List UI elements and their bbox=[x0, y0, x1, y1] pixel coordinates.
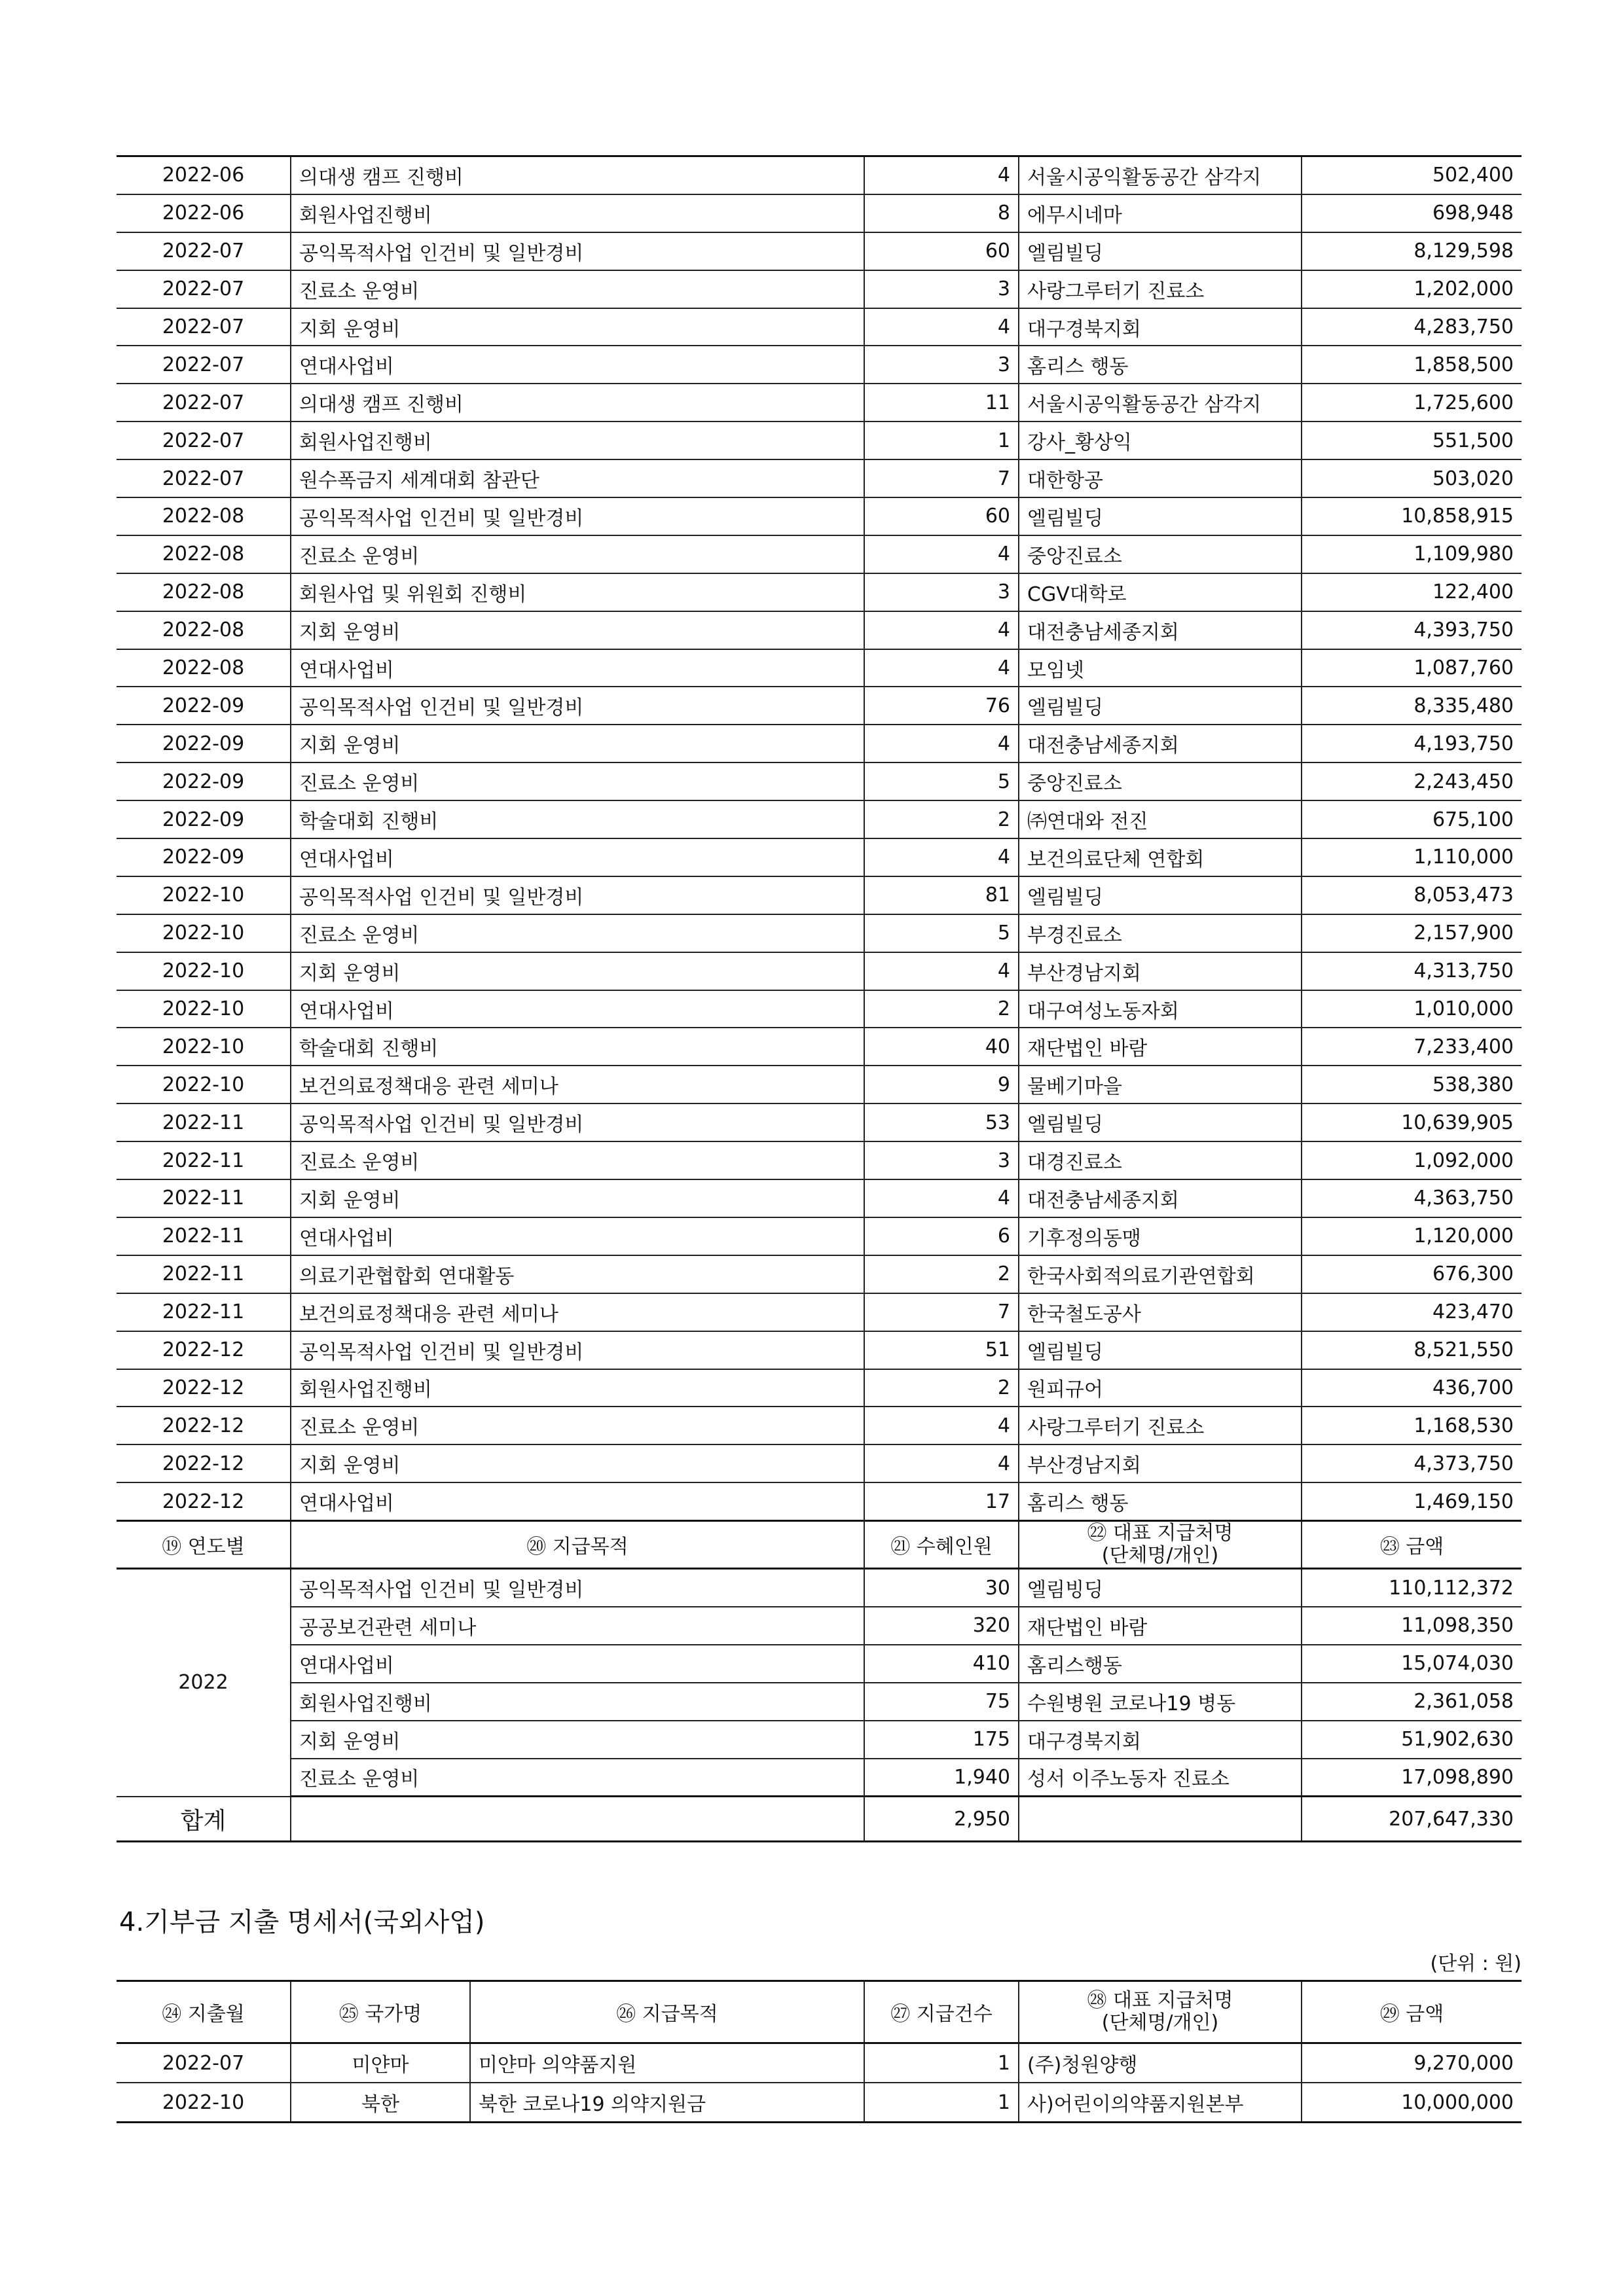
beneficiaries-cell: 4 bbox=[864, 1179, 1019, 1217]
month-cell: 2022-11 bbox=[117, 1103, 291, 1141]
amount-cell: 10,858,915 bbox=[1302, 497, 1522, 535]
purpose-cell: 연대사업비 bbox=[291, 1645, 864, 1683]
payee-cell: 대경진료소 bbox=[1019, 1141, 1302, 1179]
month-cell: 2022-11 bbox=[117, 1179, 291, 1217]
purpose-cell: 공공보건관련 세미나 bbox=[291, 1607, 864, 1645]
month-cell: 2022-12 bbox=[117, 1369, 291, 1407]
purpose-cell: 회원사업진행비 bbox=[291, 1369, 864, 1407]
beneficiaries-cell: 2 bbox=[864, 1369, 1019, 1407]
amount-cell: 538,380 bbox=[1302, 1066, 1522, 1103]
table-row bbox=[117, 459, 1522, 497]
payee-cell: 엘림빌딩 bbox=[1019, 1331, 1302, 1369]
amount-cell: 122,400 bbox=[1302, 573, 1522, 611]
amount-cell: 1,202,000 bbox=[1302, 270, 1522, 308]
month-cell: 2022-07 bbox=[117, 232, 291, 270]
beneficiaries-cell: 1 bbox=[864, 422, 1019, 459]
month-cell: 2022-12 bbox=[117, 1482, 291, 1520]
table-row bbox=[117, 194, 1522, 232]
amount-cell: 1,109,980 bbox=[1302, 535, 1522, 573]
purpose-cell: 연대사업비 bbox=[291, 1482, 864, 1520]
beneficiaries-cell: 3 bbox=[864, 346, 1019, 384]
amount-cell: 8,129,598 bbox=[1302, 232, 1522, 270]
amount-cell: 503,020 bbox=[1302, 459, 1522, 497]
payee-cell: 서울시공익활동공간 삼각지 bbox=[1019, 384, 1302, 422]
count-cell: 1 bbox=[864, 2043, 1019, 2083]
amount-cell: 675,100 bbox=[1302, 800, 1522, 838]
payee-cell: 홈리스 행동 bbox=[1019, 346, 1302, 384]
amount-cell: 4,373,750 bbox=[1302, 1444, 1522, 1482]
purpose-cell: 공익목적사업 인건비 및 일반경비 bbox=[291, 497, 864, 535]
purpose-cell: 원수폭금지 세계대회 참관단 bbox=[291, 459, 864, 497]
month-cell: 2022-07 bbox=[117, 270, 291, 308]
amount-cell: 1,120,000 bbox=[1302, 1217, 1522, 1255]
beneficiaries-cell: 4 bbox=[864, 838, 1019, 876]
beneficiaries-cell: 76 bbox=[864, 687, 1019, 725]
month-cell: 2022-07 bbox=[117, 308, 291, 346]
month-cell: 2022-11 bbox=[117, 1255, 291, 1293]
month-cell: 2022-07 bbox=[117, 2043, 291, 2083]
table-row bbox=[117, 497, 1522, 535]
purpose-cell: 지회 운영비 bbox=[291, 308, 864, 346]
beneficiaries-cell: 9 bbox=[864, 1066, 1019, 1103]
purpose-header: ㉖ 지급목적 bbox=[470, 1981, 864, 2043]
payee-cell: 엘림빙딩 bbox=[1019, 1569, 1302, 1607]
month-cell: 2022-06 bbox=[117, 194, 291, 232]
table-row bbox=[117, 1407, 1522, 1444]
beneficiaries-cell: 51 bbox=[864, 1331, 1019, 1369]
month-cell: 2022-08 bbox=[117, 649, 291, 687]
purpose-cell: 공익목적사업 인건비 및 일반경비 bbox=[291, 876, 864, 914]
summary-rows bbox=[117, 1569, 1522, 1797]
table-row bbox=[117, 573, 1522, 611]
purpose-cell: 진료소 운영비 bbox=[291, 762, 864, 800]
purpose-cell: 보건의료정책대응 관련 세미나 bbox=[291, 1293, 864, 1331]
table-row bbox=[117, 1103, 1522, 1141]
country-cell: 북한 bbox=[291, 2083, 470, 2123]
beneficiaries-cell: 4 bbox=[864, 308, 1019, 346]
month-cell: 2022-09 bbox=[117, 762, 291, 800]
total-label: 합계 bbox=[117, 1797, 291, 1842]
purpose-cell: 진료소 운영비 bbox=[291, 535, 864, 573]
amount-cell: 15,074,030 bbox=[1302, 1645, 1522, 1683]
payee-cell: 모임넷 bbox=[1019, 649, 1302, 687]
table-row bbox=[117, 687, 1522, 725]
beneficiaries-cell: 60 bbox=[864, 232, 1019, 270]
payee-cell: 에무시네마 bbox=[1019, 194, 1302, 232]
detail-rows bbox=[117, 156, 1522, 1521]
payee-cell: 수원병원 코로나19 병동 bbox=[1019, 1683, 1302, 1721]
payee-header-line1: ㉘ 대표 지급처명 bbox=[1087, 1989, 1233, 2012]
amount-cell: 8,053,473 bbox=[1302, 876, 1522, 914]
amount-cell: 1,858,500 bbox=[1302, 346, 1522, 384]
payee-cell: 성서 이주노동자 진료소 bbox=[1019, 1759, 1302, 1797]
payee-cell: 사)어린이의약품지원본부 bbox=[1019, 2083, 1302, 2123]
month-cell: 2022-12 bbox=[117, 1331, 291, 1369]
amount-cell: 9,270,000 bbox=[1302, 2043, 1522, 2083]
beneficiaries-cell: 4 bbox=[864, 535, 1019, 573]
beneficiaries-cell: 4 bbox=[864, 649, 1019, 687]
summary-year: 2022 bbox=[117, 1569, 291, 1797]
amount-cell: 4,313,750 bbox=[1302, 952, 1522, 990]
amount-cell: 676,300 bbox=[1302, 1255, 1522, 1293]
count-cell: 1 bbox=[864, 2083, 1019, 2123]
total-row bbox=[117, 1797, 1522, 1842]
payee-cell: 원피규어 bbox=[1019, 1369, 1302, 1407]
summary-row bbox=[117, 1569, 1522, 1607]
beneficiaries-cell: 6 bbox=[864, 1217, 1019, 1255]
payee-cell: 사랑그루터기 진료소 bbox=[1019, 1407, 1302, 1444]
table-row bbox=[117, 2083, 1522, 2123]
payee-cell: 재단법인 바람 bbox=[1019, 1028, 1302, 1066]
beneficiaries-cell: 4 bbox=[864, 156, 1019, 194]
amount-cell: 4,363,750 bbox=[1302, 1179, 1522, 1217]
amount-cell: 1,110,000 bbox=[1302, 838, 1522, 876]
purpose-cell: 연대사업비 bbox=[291, 1217, 864, 1255]
payee-header-line2: (단체명/개인) bbox=[1101, 2011, 1219, 2034]
beneficiaries-cell: 8 bbox=[864, 194, 1019, 232]
amount-cell: 51,902,630 bbox=[1302, 1721, 1522, 1759]
beneficiaries-cell: 81 bbox=[864, 876, 1019, 914]
amount-cell: 17,098,890 bbox=[1302, 1759, 1522, 1797]
payee-cell: 엘림빌딩 bbox=[1019, 687, 1302, 725]
amount-cell: 10,000,000 bbox=[1302, 2083, 1522, 2123]
year-header: ⑲ 연도별 bbox=[117, 1521, 291, 1569]
purpose-cell: 진료소 운영비 bbox=[291, 1759, 864, 1797]
purpose-cell: 회원사업 및 위원회 진행비 bbox=[291, 573, 864, 611]
beneficiaries-cell: 2 bbox=[864, 1255, 1019, 1293]
overseas-expense-table bbox=[117, 1980, 1522, 2123]
month-cell: 2022-11 bbox=[117, 1217, 291, 1255]
payee-cell: 부산경남지회 bbox=[1019, 952, 1302, 990]
beneficiaries-cell: 30 bbox=[864, 1569, 1019, 1607]
amount-cell: 10,639,905 bbox=[1302, 1103, 1522, 1141]
amount-cell: 436,700 bbox=[1302, 1369, 1522, 1407]
month-header: ㉔ 지출월 bbox=[117, 1981, 291, 2043]
beneficiaries-cell: 4 bbox=[864, 1444, 1019, 1482]
beneficiaries-cell: 4 bbox=[864, 952, 1019, 990]
table-row bbox=[117, 1293, 1522, 1331]
table-row bbox=[117, 384, 1522, 422]
amount-cell: 2,243,450 bbox=[1302, 762, 1522, 800]
purpose-cell: 진료소 운영비 bbox=[291, 1407, 864, 1444]
beneficiaries-cell: 3 bbox=[864, 573, 1019, 611]
month-cell: 2022-08 bbox=[117, 535, 291, 573]
purpose-cell: 의료기관협합회 연대활동 bbox=[291, 1255, 864, 1293]
month-cell: 2022-10 bbox=[117, 876, 291, 914]
purpose-cell: 공익목적사업 인건비 및 일반경비 bbox=[291, 1103, 864, 1141]
payee-cell: 대구경북지회 bbox=[1019, 308, 1302, 346]
amount-cell: 1,168,530 bbox=[1302, 1407, 1522, 1444]
purpose-cell: 지회 운영비 bbox=[291, 952, 864, 990]
purpose-cell: 회원사업진행비 bbox=[291, 422, 864, 459]
month-cell: 2022-08 bbox=[117, 611, 291, 649]
summary-row bbox=[117, 1607, 1522, 1645]
beneficiaries-cell: 320 bbox=[864, 1607, 1019, 1645]
amount-cell: 2,157,900 bbox=[1302, 914, 1522, 952]
table-row bbox=[117, 838, 1522, 876]
purpose-cell: 지회 운영비 bbox=[291, 725, 864, 762]
table-row bbox=[117, 1217, 1522, 1255]
table-row bbox=[117, 876, 1522, 914]
summary-row bbox=[117, 1683, 1522, 1721]
purpose-cell: 진료소 운영비 bbox=[291, 1141, 864, 1179]
payee-cell: 사랑그루터기 진료소 bbox=[1019, 270, 1302, 308]
table-row bbox=[117, 611, 1522, 649]
beneficiaries-cell: 1,940 bbox=[864, 1759, 1019, 1797]
table-row bbox=[117, 535, 1522, 573]
unit-label: (단위 : 원) bbox=[1430, 1952, 1522, 1975]
payee-cell: 중앙진료소 bbox=[1019, 535, 1302, 573]
purpose-cell: 진료소 운영비 bbox=[291, 270, 864, 308]
total-payee-empty bbox=[1019, 1797, 1302, 1842]
purpose-cell: 회원사업진행비 bbox=[291, 1683, 864, 1721]
purpose-cell: 학술대회 진행비 bbox=[291, 1028, 864, 1066]
purpose-cell: 지회 운영비 bbox=[291, 1721, 864, 1759]
payee-cell: 부경진료소 bbox=[1019, 914, 1302, 952]
payee-cell: 재단법인 바람 bbox=[1019, 1607, 1302, 1645]
beneficiaries-cell: 3 bbox=[864, 1141, 1019, 1179]
table-row bbox=[117, 1179, 1522, 1217]
beneficiaries-cell: 11 bbox=[864, 384, 1019, 422]
beneficiaries-cell: 5 bbox=[864, 914, 1019, 952]
beneficiaries-cell: 5 bbox=[864, 762, 1019, 800]
payee-cell: 중앙진료소 bbox=[1019, 762, 1302, 800]
payee-cell: 대구경북지회 bbox=[1019, 1721, 1302, 1759]
payee-cell: 홈리스 행동 bbox=[1019, 1482, 1302, 1520]
payee-header bbox=[1019, 1521, 1302, 1569]
amount-cell: 1,010,000 bbox=[1302, 990, 1522, 1028]
amount-cell: 698,948 bbox=[1302, 194, 1522, 232]
table-row bbox=[117, 270, 1522, 308]
amount-cell: 1,469,150 bbox=[1302, 1482, 1522, 1520]
month-cell: 2022-07 bbox=[117, 459, 291, 497]
beneficiaries-cell: 7 bbox=[864, 1293, 1019, 1331]
payee-cell: 대전충남세종지회 bbox=[1019, 1179, 1302, 1217]
amount-cell: 4,193,750 bbox=[1302, 725, 1522, 762]
purpose-cell: 학술대회 진행비 bbox=[291, 800, 864, 838]
month-cell: 2022-11 bbox=[117, 1293, 291, 1331]
table-row bbox=[117, 1141, 1522, 1179]
month-cell: 2022-08 bbox=[117, 573, 291, 611]
payee-cell: 물베기마을 bbox=[1019, 1066, 1302, 1103]
payee-cell: 한국사회적의료기관연합회 bbox=[1019, 1255, 1302, 1293]
month-cell: 2022-10 bbox=[117, 990, 291, 1028]
payee-cell: 엘림빌딩 bbox=[1019, 232, 1302, 270]
payee-cell: ㈜연대와 전진 bbox=[1019, 800, 1302, 838]
table-row bbox=[117, 1482, 1522, 1520]
beneficiaries-cell: 53 bbox=[864, 1103, 1019, 1141]
table-row bbox=[117, 2043, 1522, 2083]
payee-header-line2: (단체명/개인) bbox=[1101, 1544, 1219, 1568]
amount-header: ㉓ 금액 bbox=[1302, 1521, 1522, 1569]
purpose-cell: 진료소 운영비 bbox=[291, 914, 864, 952]
summary-row bbox=[117, 1759, 1522, 1797]
purpose-cell: 보건의료정책대응 관련 세미나 bbox=[291, 1066, 864, 1103]
amount-cell: 502,400 bbox=[1302, 156, 1522, 194]
table-row bbox=[117, 649, 1522, 687]
table-row bbox=[117, 1444, 1522, 1482]
table-row bbox=[117, 346, 1522, 384]
purpose-cell: 의대생 캠프 진행비 bbox=[291, 156, 864, 194]
month-cell: 2022-11 bbox=[117, 1141, 291, 1179]
summary-header-row bbox=[117, 1521, 1522, 1569]
overseas-rows bbox=[117, 2043, 1522, 2123]
payee-cell: 대한항공 bbox=[1019, 459, 1302, 497]
month-cell: 2022-10 bbox=[117, 1028, 291, 1066]
purpose-cell: 연대사업비 bbox=[291, 990, 864, 1028]
beneficiaries-cell: 60 bbox=[864, 497, 1019, 535]
beneficiaries-cell: 75 bbox=[864, 1683, 1019, 1721]
table-row bbox=[117, 232, 1522, 270]
amount-cell: 423,470 bbox=[1302, 1293, 1522, 1331]
payee-cell: (주)청원양행 bbox=[1019, 2043, 1302, 2083]
beneficiaries-cell: 4 bbox=[864, 611, 1019, 649]
amount-cell: 8,521,550 bbox=[1302, 1331, 1522, 1369]
payee-cell: 엘림빌딩 bbox=[1019, 876, 1302, 914]
table-row bbox=[117, 1369, 1522, 1407]
table-row bbox=[117, 952, 1522, 990]
table-row bbox=[117, 1028, 1522, 1066]
beneficiaries-cell: 175 bbox=[864, 1721, 1019, 1759]
amount-cell: 1,725,600 bbox=[1302, 384, 1522, 422]
amount-cell: 11,098,350 bbox=[1302, 1607, 1522, 1645]
month-cell: 2022-09 bbox=[117, 687, 291, 725]
table-row bbox=[117, 800, 1522, 838]
month-cell: 2022-10 bbox=[117, 2083, 291, 2123]
month-cell: 2022-07 bbox=[117, 422, 291, 459]
country-header: ㉕ 국가명 bbox=[291, 1981, 470, 2043]
total-beneficiaries: 2,950 bbox=[864, 1797, 1019, 1842]
payee-cell: 대전충남세종지회 bbox=[1019, 725, 1302, 762]
table-row bbox=[117, 1331, 1522, 1369]
country-cell: 미얀마 bbox=[291, 2043, 470, 2083]
payee-cell: 대전충남세종지회 bbox=[1019, 611, 1302, 649]
amount-cell: 8,335,480 bbox=[1302, 687, 1522, 725]
payee-cell: 부산경남지회 bbox=[1019, 1444, 1302, 1482]
beneficiaries-header: ㉑ 수혜인원 bbox=[864, 1521, 1019, 1569]
payee-cell: 홈리스행동 bbox=[1019, 1645, 1302, 1683]
amount-cell: 2,361,058 bbox=[1302, 1683, 1522, 1721]
payee-cell: 한국철도공사 bbox=[1019, 1293, 1302, 1331]
count-header: ㉗ 지급건수 bbox=[864, 1981, 1019, 2043]
amount-cell: 7,233,400 bbox=[1302, 1028, 1522, 1066]
month-cell: 2022-10 bbox=[117, 952, 291, 990]
table-row bbox=[117, 725, 1522, 762]
purpose-cell: 공익목적사업 인건비 및 일반경비 bbox=[291, 1331, 864, 1369]
amount-header: ㉙ 금액 bbox=[1302, 1981, 1522, 2043]
domestic-expense-table bbox=[117, 155, 1522, 1842]
table-row bbox=[117, 308, 1522, 346]
purpose-cell: 회원사업진행비 bbox=[291, 194, 864, 232]
amount-cell: 1,092,000 bbox=[1302, 1141, 1522, 1179]
table-row bbox=[117, 762, 1522, 800]
overseas-header-row bbox=[117, 1981, 1522, 2043]
payee-cell: 서울시공익활동공간 삼각지 bbox=[1019, 156, 1302, 194]
beneficiaries-cell: 40 bbox=[864, 1028, 1019, 1066]
month-cell: 2022-10 bbox=[117, 914, 291, 952]
amount-cell: 1,087,760 bbox=[1302, 649, 1522, 687]
month-cell: 2022-12 bbox=[117, 1407, 291, 1444]
amount-cell: 4,393,750 bbox=[1302, 611, 1522, 649]
payee-cell: 강사_황상익 bbox=[1019, 422, 1302, 459]
beneficiaries-cell: 4 bbox=[864, 1407, 1019, 1444]
amount-cell: 551,500 bbox=[1302, 422, 1522, 459]
payee-cell: 기후정의동맹 bbox=[1019, 1217, 1302, 1255]
section-title: 4.기부금 지출 명세서(국외사업) bbox=[119, 1907, 485, 1937]
table-row bbox=[117, 990, 1522, 1028]
beneficiaries-cell: 7 bbox=[864, 459, 1019, 497]
purpose-cell: 지회 운영비 bbox=[291, 1444, 864, 1482]
beneficiaries-cell: 410 bbox=[864, 1645, 1019, 1683]
payee-cell: CGV대학로 bbox=[1019, 573, 1302, 611]
purpose-cell: 연대사업비 bbox=[291, 649, 864, 687]
purpose-cell: 미얀마 의약품지원 bbox=[470, 2043, 864, 2083]
table-row bbox=[117, 422, 1522, 459]
summary-row bbox=[117, 1645, 1522, 1683]
month-cell: 2022-08 bbox=[117, 497, 291, 535]
amount-cell: 4,283,750 bbox=[1302, 308, 1522, 346]
purpose-cell: 의대생 캠프 진행비 bbox=[291, 384, 864, 422]
purpose-header: ⑳ 지급목적 bbox=[291, 1521, 864, 1569]
table-row bbox=[117, 914, 1522, 952]
month-cell: 2022-06 bbox=[117, 156, 291, 194]
purpose-cell: 연대사업비 bbox=[291, 346, 864, 384]
purpose-cell: 공익목적사업 인건비 및 일반경비 bbox=[291, 687, 864, 725]
summary-row bbox=[117, 1721, 1522, 1759]
month-cell: 2022-07 bbox=[117, 346, 291, 384]
month-cell: 2022-09 bbox=[117, 800, 291, 838]
month-cell: 2022-09 bbox=[117, 725, 291, 762]
purpose-cell: 북한 코로나19 의약지원금 bbox=[470, 2083, 864, 2123]
month-cell: 2022-09 bbox=[117, 838, 291, 876]
month-cell: 2022-12 bbox=[117, 1444, 291, 1482]
purpose-cell: 공익목적사업 인건비 및 일반경비 bbox=[291, 1569, 864, 1607]
month-cell: 2022-07 bbox=[117, 384, 291, 422]
payee-header-line1: ㉒ 대표 지급처명 bbox=[1087, 1522, 1233, 1545]
purpose-cell: 지회 운영비 bbox=[291, 1179, 864, 1217]
beneficiaries-cell: 17 bbox=[864, 1482, 1019, 1520]
payee-header bbox=[1019, 1981, 1302, 2043]
beneficiaries-cell: 3 bbox=[864, 270, 1019, 308]
amount-cell: 110,112,372 bbox=[1302, 1569, 1522, 1607]
beneficiaries-cell: 4 bbox=[864, 725, 1019, 762]
beneficiaries-cell: 2 bbox=[864, 990, 1019, 1028]
payee-cell: 보건의료단체 연합회 bbox=[1019, 838, 1302, 876]
payee-cell: 대구여성노동자회 bbox=[1019, 990, 1302, 1028]
table-row bbox=[117, 1066, 1522, 1103]
payee-cell: 엘림빌딩 bbox=[1019, 1103, 1302, 1141]
payee-cell: 엘림빌딩 bbox=[1019, 497, 1302, 535]
table-row bbox=[117, 156, 1522, 194]
beneficiaries-cell: 2 bbox=[864, 800, 1019, 838]
total-amount: 207,647,330 bbox=[1302, 1797, 1522, 1842]
table-row bbox=[117, 1255, 1522, 1293]
purpose-cell: 지회 운영비 bbox=[291, 611, 864, 649]
purpose-cell: 공익목적사업 인건비 및 일반경비 bbox=[291, 232, 864, 270]
month-cell: 2022-10 bbox=[117, 1066, 291, 1103]
purpose-cell: 연대사업비 bbox=[291, 838, 864, 876]
total-purpose-empty bbox=[291, 1797, 864, 1842]
